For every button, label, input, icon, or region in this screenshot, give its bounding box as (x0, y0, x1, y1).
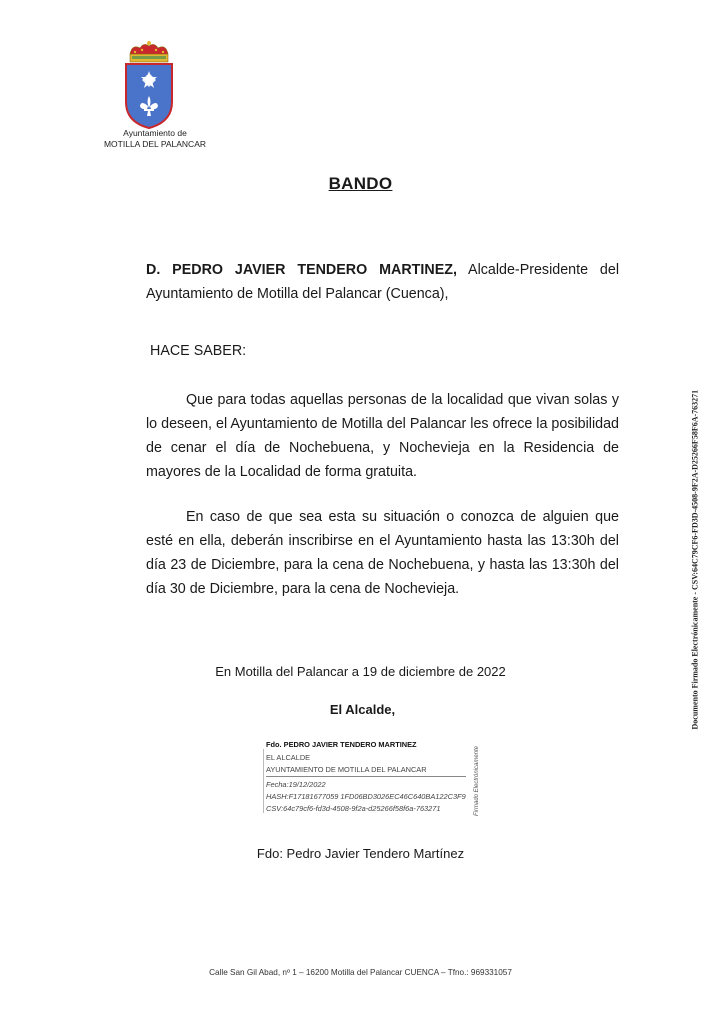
signature-role: EL ALCALDE (266, 753, 311, 762)
hace-saber-heading: HACE SABER: (150, 343, 247, 359)
signature-signer: Fdo. PEDRO JAVIER TENDERO MARTINEZ (266, 740, 417, 749)
place-date (0, 664, 721, 679)
mayor-name: D. PEDRO JAVIER TENDERO MARTINEZ, (146, 262, 457, 278)
place-date-text: En Motilla del Palancar a 19 de diciembre de 2022 (215, 664, 506, 679)
alcalde-label-text: El Alcalde, (329, 702, 396, 717)
coat-of-arms-logo (118, 40, 180, 130)
body-paragraph-2: En caso de que sea esta su situación o conozca de alguien que esté en ella, deberán inscribirse en el Ayuntamiento hasta las 13:30h del día 23 de Diciembre, para la cena de Nochebuena, y hasta las 13:30h del día 30 de Diciembre, para la cena de Nochevieja. (146, 509, 619, 597)
page-footer: Calle San Gil Abad, nº 1 – 16200 Motilla del Palancar CUENCA – Tfno.: 969331057 (209, 968, 512, 977)
body-paragraph-1: Que para todas aquellas personas de la localidad que vivan solas y lo deseen, el Ayuntamiento de Motilla del Palancar les ofrece la posibilidad de cenar el día de Nochebuena, y Nochevieja en la Residencia de mayores de la Localidad de forma gratuita. (146, 392, 619, 480)
signature-rule (266, 776, 466, 777)
signature-vertical-label: Firmado Electrónicamente (474, 745, 480, 817)
intro-text: Alcalde-Presidente del Ayuntamiento de Motilla del Palancar (Cuenca), (146, 262, 619, 302)
crest-caption-line1: Ayuntamiento de (123, 128, 187, 138)
crest-caption-line2: MOTILLA DEL PALANCAR (103, 139, 207, 149)
document-title: BANDO (328, 174, 393, 193)
signature-csv: CSV:64c79cf6-fd3d-4508-9f2a-d25266f58f6a-763271 (266, 804, 441, 813)
electronic-signature-block (262, 737, 487, 819)
signature-hash: HASH:F17181677059 1FD06BD3026EC46C640BA122C3F9 (266, 792, 466, 801)
signature-divider (263, 749, 264, 813)
signature-organization: AYUNTAMIENTO DE MOTILLA DEL PALANCAR (266, 765, 427, 774)
alcalde-label (0, 702, 721, 717)
intro-paragraph (146, 258, 619, 306)
signed-by-line (0, 846, 721, 861)
side-csv-stamp: Documento Firmado Electrónicamente - CSV:64C79CF6-FD3D-4508-9F2A-D25266F58F6A-763271 (690, 389, 700, 730)
signature-date: Fecha:19/12/2022 (266, 780, 326, 789)
crest-caption (95, 128, 215, 150)
signed-by-text: Fdo: Pedro Javier Tendero Martínez (256, 846, 465, 861)
